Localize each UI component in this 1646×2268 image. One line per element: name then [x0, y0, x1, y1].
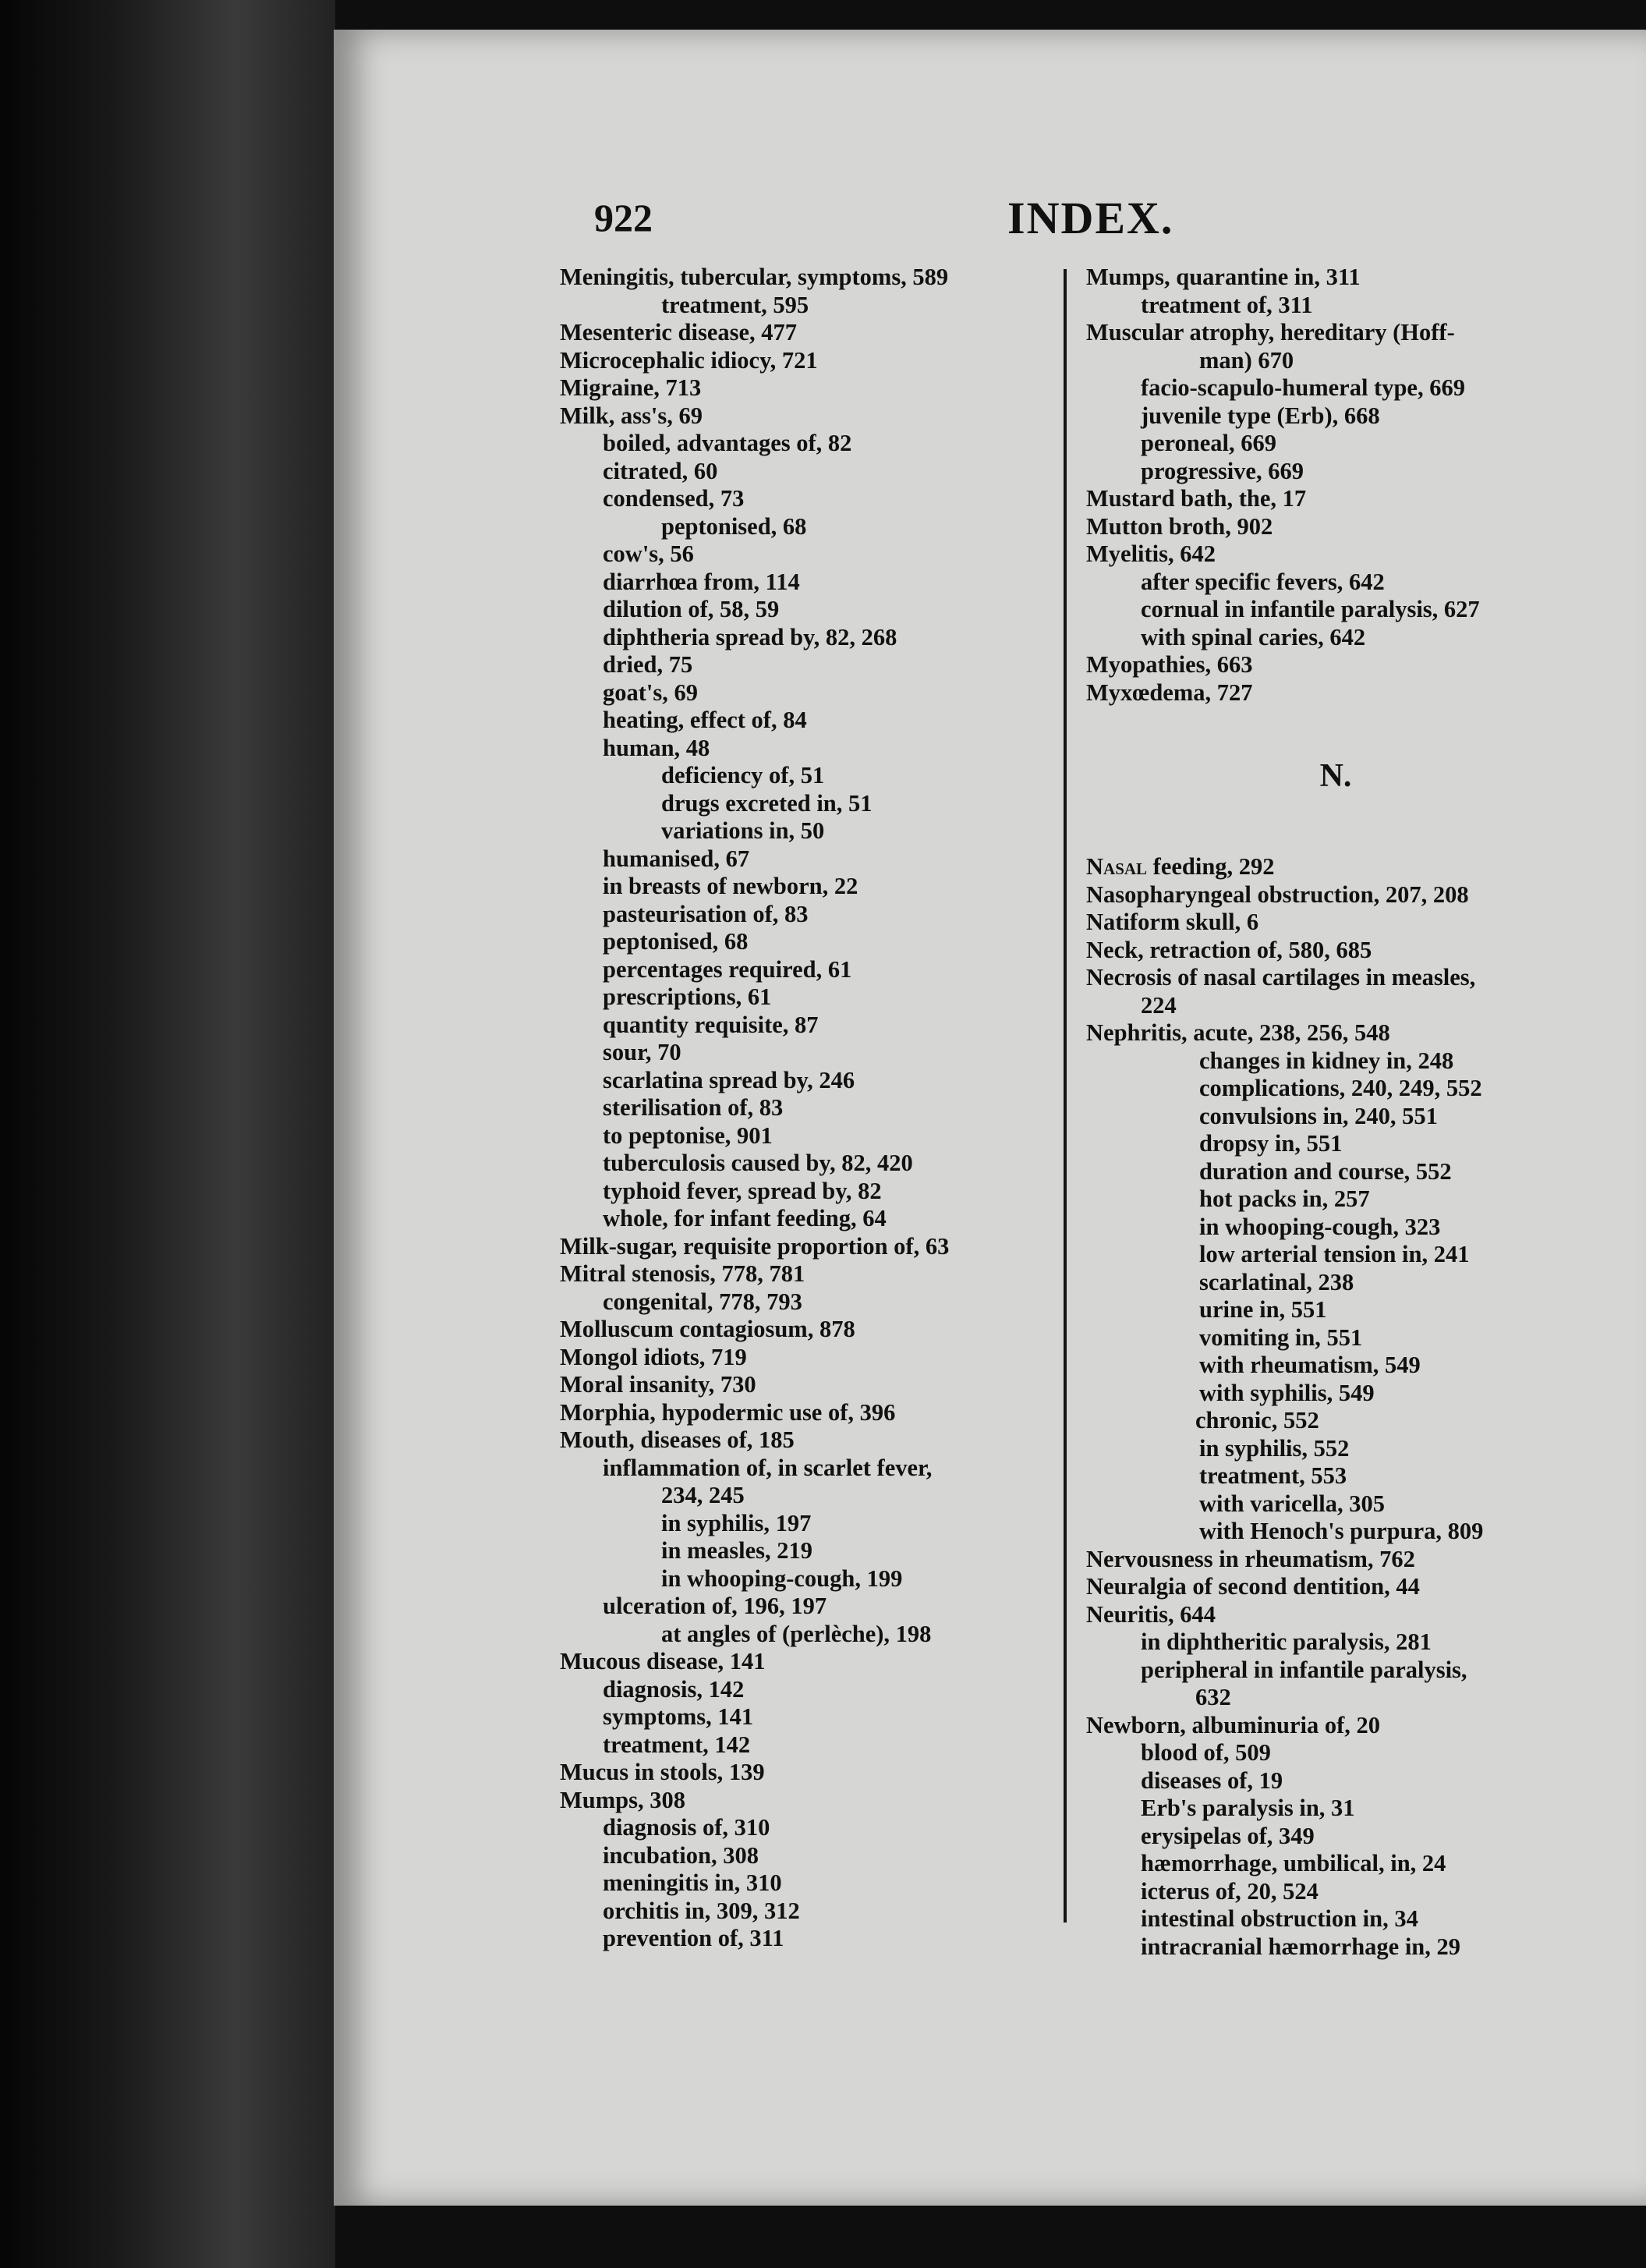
index-subentry: at angles of (perlèche), 198 [661, 1620, 932, 1647]
index-subentry: dilution of, 58, 59 [603, 596, 780, 622]
index-subentry: citrated, 60 [603, 457, 718, 484]
index-subentry: diseases of, 19 [1141, 1767, 1283, 1794]
index-entry: Myopathies, 663 [1086, 651, 1253, 678]
index-entry: Myelitis, 642 [1086, 540, 1216, 567]
index-entry: Nasopharyngeal obstruction, 207, 208 [1086, 881, 1469, 908]
index-entry: Mutton broth, 902 [1086, 512, 1273, 540]
index-subentry: symptoms, 141 [603, 1703, 754, 1730]
index-subentry: in whooping-cough, 199 [661, 1565, 903, 1592]
index-subentry: meningitis in, 310 [603, 1869, 782, 1896]
index-subentry: urine in, 551 [1199, 1296, 1327, 1323]
index-subentry: chronic, 552 [1195, 1407, 1319, 1433]
index-entry: Mucus in stools, 139 [560, 1759, 765, 1785]
index-subentry: convulsions in, 240, 551 [1199, 1102, 1438, 1129]
index-subentry: typhoid fever, spread by, 82 [603, 1177, 882, 1204]
index-subentry: cornual in infantile paralysis, 627 [1141, 596, 1480, 622]
index-subentry: scarlatina spread by, 246 [603, 1066, 855, 1093]
index-subentry: in measles, 219 [661, 1537, 813, 1564]
index-subentry: hot packs in, 257 [1199, 1185, 1370, 1212]
index-subentry: inflammation of, in scarlet fever, [603, 1454, 933, 1481]
index-entry: Migraine, 713 [560, 374, 702, 401]
index-subentry: diarrhœa from, 114 [603, 568, 800, 595]
index-entry: Neck, retraction of, 580, 685 [1086, 936, 1372, 963]
section-letter-n: N. [1319, 758, 1352, 794]
index-entry: Mongol idiots, 719 [560, 1343, 747, 1370]
index-subentry: with spinal caries, 642 [1141, 623, 1366, 650]
entry-keyword: Nasal [1086, 853, 1148, 880]
index-subentry: juvenile type (Erb), 668 [1141, 402, 1380, 429]
index-subentry: in syphilis, 197 [661, 1509, 812, 1536]
index-subentry: prescriptions, 61 [603, 983, 772, 1010]
index-entry: Morphia, hypodermic use of, 396 [560, 1398, 896, 1426]
index-subentry: treatment, 595 [661, 291, 809, 318]
index-subentry: whole, for infant feeding, 64 [603, 1205, 887, 1231]
index-entry [1086, 853, 1585, 881]
index-entry: Myxœdema, 727 [1086, 679, 1253, 706]
scan-left-edge [0, 0, 335, 2268]
page-number: 922 [594, 196, 653, 239]
index-subentry: dropsy in, 551 [1199, 1130, 1343, 1157]
index-subentry: facio-scapulo-humeral type, 669 [1141, 374, 1465, 401]
index-subentry: sterilisation of, 83 [603, 1094, 784, 1121]
index-subentry: goat's, 69 [603, 679, 698, 706]
index-subentry: quantity requisite, 87 [603, 1011, 819, 1038]
index-subentry: peptonised, 68 [603, 928, 749, 955]
index-subentry: boiled, advantages of, 82 [603, 430, 852, 456]
index-subentry: vomiting in, 551 [1199, 1324, 1363, 1351]
index-entry: Nervousness in rheumatism, 762 [1086, 1545, 1415, 1572]
index-column-right [1086, 264, 1585, 1961]
index-entry: Natiform skull, 6 [1086, 909, 1259, 935]
index-entry: Mustard bath, the, 17 [1086, 485, 1307, 512]
column-divider [1064, 269, 1067, 1922]
index-entry: Mouth, diseases of, 185 [560, 1426, 795, 1453]
index-entry: Milk, ass's, 69 [560, 402, 703, 429]
index-subentry: intracranial hæmorrhage in, 29 [1141, 1933, 1461, 1960]
index-subentry: treatment, 553 [1199, 1462, 1347, 1489]
index-subentry: variations in, 50 [661, 817, 825, 844]
index-column-left [560, 264, 1059, 1953]
index-subentry: duration and course, 552 [1199, 1157, 1452, 1185]
index-entry: Milk-sugar, requisite proportion of, 63 [560, 1232, 950, 1260]
index-entry: Muscular atrophy, hereditary (Hoff- [1086, 319, 1455, 346]
index-subentry: scarlatinal, 238 [1199, 1268, 1354, 1295]
index-subentry: congenital, 778, 793 [603, 1288, 802, 1315]
index-subentry: with syphilis, 549 [1199, 1379, 1375, 1406]
index-subentry: intestinal obstruction in, 34 [1141, 1905, 1418, 1932]
index-entry: Mitral stenosis, 778, 781 [560, 1260, 805, 1287]
index-subentry: tuberculosis caused by, 82, 420 [603, 1150, 913, 1176]
index-subentry: 632 [1195, 1684, 1231, 1710]
index-subentry: drugs excreted in, 51 [661, 789, 873, 817]
index-subentry: man) 670 [1199, 346, 1294, 374]
index-subentry: progressive, 669 [1141, 457, 1304, 484]
index-subentry: Erb's paralysis in, 31 [1141, 1795, 1355, 1821]
section-gap [1086, 707, 1585, 757]
index-subentry: deficiency of, 51 [661, 762, 825, 788]
index-subentry: pasteurisation of, 83 [603, 900, 809, 927]
index-subentry: 224 [1141, 991, 1177, 1019]
index-entry: Meningitis, tubercular, symptoms, 589 [560, 264, 949, 290]
index-subentry: cow's, 56 [603, 540, 694, 567]
index-subentry: icterus of, 20, 524 [1141, 1877, 1319, 1905]
index-subentry: 234, 245 [661, 1482, 745, 1508]
index-subentry: dried, 75 [603, 651, 693, 678]
index-subentry: diagnosis of, 310 [603, 1814, 770, 1841]
index-subentry: condensed, 73 [603, 485, 745, 512]
index-subentry: in syphilis, 552 [1199, 1434, 1350, 1462]
index-subentry: prevention of, 311 [603, 1925, 784, 1951]
index-entry: Newborn, albuminuria of, 20 [1086, 1711, 1381, 1738]
index-subentry: diagnosis, 142 [603, 1675, 745, 1703]
index-entry: Molluscum contagiosum, 878 [560, 1316, 855, 1342]
index-subentry: after specific fevers, 642 [1141, 568, 1385, 595]
index-subentry: heating, effect of, 84 [603, 707, 807, 733]
index-subentry: orchitis in, 309, 312 [603, 1897, 800, 1924]
index-subentry: blood of, 509 [1141, 1739, 1271, 1766]
index-subentry: with varicella, 305 [1199, 1490, 1386, 1517]
index-entry: Moral insanity, 730 [560, 1371, 756, 1398]
index-entry: Mumps, quarantine in, 311 [1086, 264, 1361, 290]
index-entry: Mucous disease, 141 [560, 1648, 766, 1674]
index-subentry: peripheral in infantile paralysis, [1141, 1656, 1467, 1683]
index-subentry: ulceration of, 196, 197 [603, 1593, 827, 1619]
page-title: INDEX. [1007, 193, 1174, 243]
index-subentry: human, 48 [603, 734, 710, 761]
index-subentry: to peptonise, 901 [603, 1122, 773, 1149]
index-subentry: with rheumatism, 549 [1199, 1352, 1421, 1378]
index-subentry: hæmorrhage, umbilical, in, 24 [1141, 1850, 1446, 1876]
index-subentry: diphtheria spread by, 82, 268 [603, 623, 897, 650]
index-subentry: with Henoch's purpura, 809 [1199, 1518, 1484, 1544]
index-entry: Mesenteric disease, 477 [560, 319, 798, 346]
index-entry: Nephritis, acute, 238, 256, 548 [1086, 1019, 1390, 1046]
index-subentry: low arterial tension in, 241 [1199, 1241, 1470, 1267]
index-subentry: humanised, 67 [603, 845, 750, 872]
index-subentry: changes in kidney in, 248 [1199, 1047, 1454, 1074]
index-subentry: peroneal, 669 [1141, 430, 1276, 456]
entry-text: feeding, 292 [1147, 853, 1275, 880]
index-subentry: percentages required, 61 [603, 955, 852, 983]
index-subentry: peptonised, 68 [661, 512, 807, 540]
index-subentry: in diphtheritic paralysis, 281 [1141, 1628, 1432, 1655]
index-subentry: erysipelas of, 349 [1141, 1822, 1315, 1849]
index-entry: Mumps, 308 [560, 1786, 685, 1813]
index-subentry: in breasts of newborn, 22 [603, 873, 858, 899]
index-entry: Neuritis, 644 [1086, 1600, 1216, 1628]
index-entry: Neuralgia of second dentition, 44 [1086, 1573, 1420, 1600]
index-subentry: complications, 240, 249, 552 [1199, 1075, 1482, 1101]
index-subentry: incubation, 308 [603, 1841, 759, 1869]
index-subentry: treatment, 142 [603, 1731, 751, 1758]
index-subentry: treatment of, 311 [1141, 291, 1313, 318]
index-entry: Necrosis of nasal cartilages in measles, [1086, 964, 1476, 990]
index-subentry: sour, 70 [603, 1039, 681, 1065]
index-subentry: in whooping-cough, 323 [1199, 1213, 1441, 1240]
index-entry: Microcephalic idiocy, 721 [560, 346, 818, 374]
